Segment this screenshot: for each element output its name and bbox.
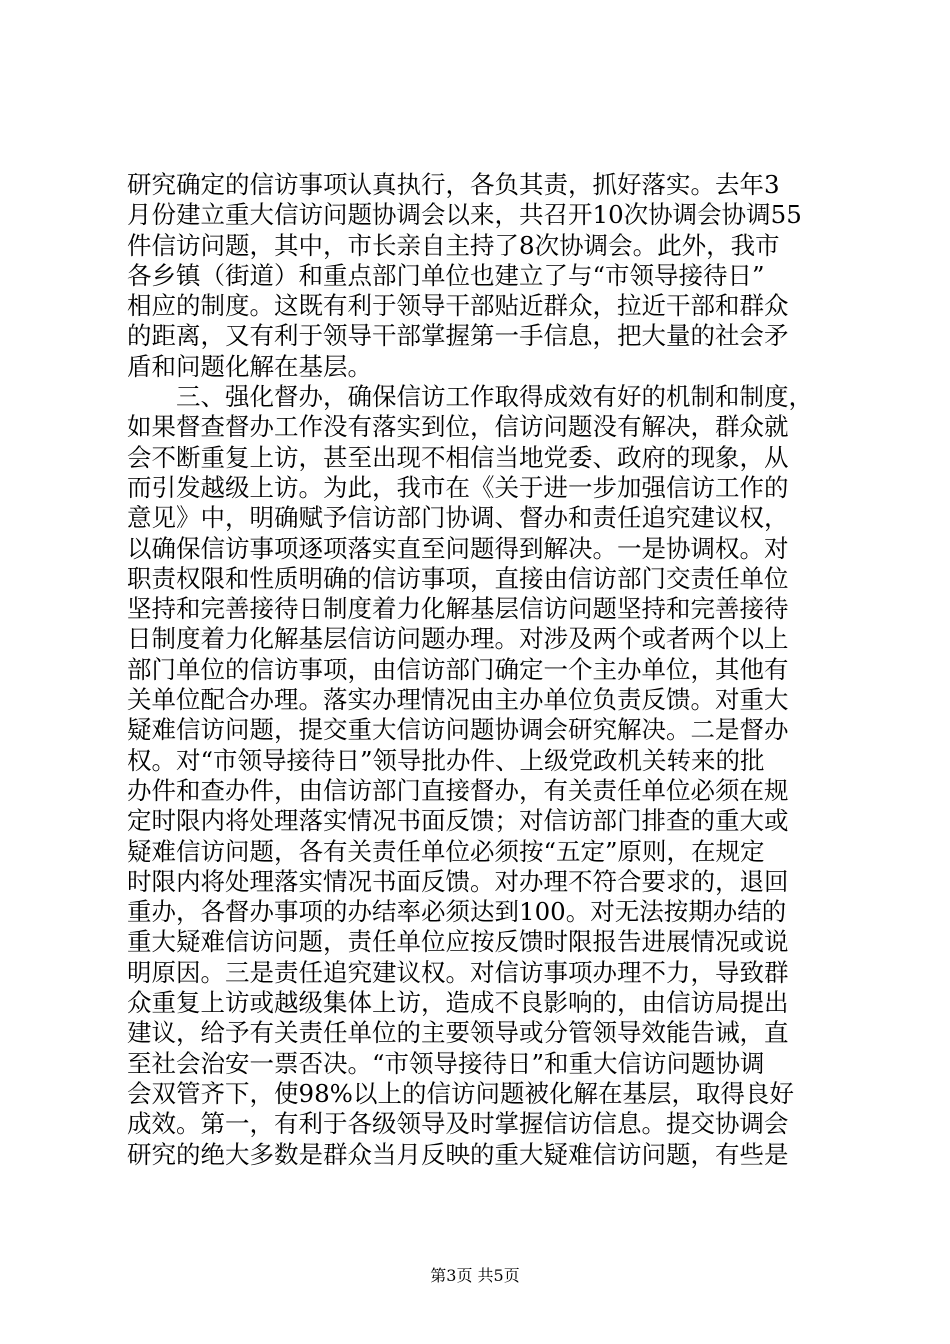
text-line: 建议，给予有关责任单位的主要领导或分管领导效能告诫，直 <box>127 1018 789 1048</box>
text-line: 职责权限和性质明确的信访事项，直接由信访部门交责任单位 <box>127 563 789 593</box>
text-line: 成效。第一，有利于各级领导及时掌握信访信息。提交协调会 <box>127 1109 789 1139</box>
text-line: 坚持和完善接待日制度着力化解基层信访问题坚持和完善接待 <box>127 594 789 624</box>
text-line: 时限内将处理落实情况书面反馈。对办理不符合要求的，退回 <box>127 866 789 896</box>
text-line: 相应的制度。这既有利于领导干部贴近群众，拉近干部和群众 <box>127 291 789 321</box>
text-line: 部门单位的信访事项，由信访部门确定一个主办单位，其他有 <box>127 654 789 684</box>
text-line: 的距离，又有利于领导干部掌握第一手信息，把大量的社会矛 <box>127 321 789 351</box>
page-number-label: 第3页 共5页 <box>430 1266 520 1285</box>
body-text <box>127 170 827 1170</box>
text-line: 定时限内将处理落实情况书面反馈；对信访部门排查的重大或 <box>127 806 789 836</box>
text-line: 各乡镇（街道）和重点部门单位也建立了与“市领导接待日” <box>127 260 765 290</box>
text-line: 重大疑难信访问题，责任单位应按反馈时限报告进展情况或说 <box>127 927 789 957</box>
text-line: 盾和问题化解在基层。 <box>127 351 372 381</box>
text-line: 研究确定的信访事项认真执行，各负其责，抓好落实。去年3 <box>127 170 780 199</box>
text-line: 疑难信访问题，提交重大信访问题协调会研究解决。二是督办 <box>127 715 789 745</box>
text-line: 疑难信访问题，各有关责任单位必须按“五定”原则，在规定 <box>127 836 765 866</box>
text-line: 重办，各督办事项的办结率必须达到100。对无法按期办结的 <box>127 897 787 927</box>
text-line: 众重复上访或越级集体上访，造成不良影响的，由信访局提出 <box>127 988 789 1018</box>
page-footer <box>0 1266 950 1286</box>
text-line: 办件和查办件，由信访部门直接督办，有关责任单位必须在规 <box>127 775 789 805</box>
text-line: 件信访问题，其中，市长亲自主持了8次协调会。此外，我市 <box>127 230 780 260</box>
text-line: 如果督查督办工作没有落实到位，信访问题没有解决，群众就 <box>127 412 789 442</box>
text-line: 以确保信访事项逐项落实直至问题得到解决。一是协调权。对 <box>127 533 789 563</box>
text-line: 日制度着力化解基层信访问题办理。对涉及两个或者两个以上 <box>127 624 789 654</box>
text-line: 月份建立重大信访问题协调会以来，共召开10次协调会协调55 <box>127 200 802 230</box>
text-line: 会不断重复上访，甚至出现不相信当地党委、政府的现象，从 <box>127 442 789 472</box>
paragraph-start-line: 三、强化督办，确保信访工作取得成效有好的机制和制度， <box>176 382 813 412</box>
text-line: 意见》中，明确赋予信访部门协调、督办和责任追究建议权， <box>127 503 789 533</box>
text-line: 而引发越级上访。为此，我市在《关于进一步加强信访工作的 <box>127 472 789 502</box>
text-line: 会双管齐下，使98%以上的信访问题被化解在基层，取得良好 <box>127 1078 794 1108</box>
text-line: 关单位配合办理。落实办理情况由主办单位负责反馈。对重大 <box>127 685 789 715</box>
text-line: 研究的绝大多数是群众当月反映的重大疑难信访问题，有些是 <box>127 1139 789 1169</box>
text-line: 权。对“市领导接待日”领导批办件、上级党政机关转来的批 <box>127 745 765 775</box>
text-line: 明原因。三是责任追究建议权。对信访事项办理不力，导致群 <box>127 957 789 987</box>
text-line: 至社会治安一票否决。“市领导接待日”和重大信访问题协调 <box>127 1048 765 1078</box>
